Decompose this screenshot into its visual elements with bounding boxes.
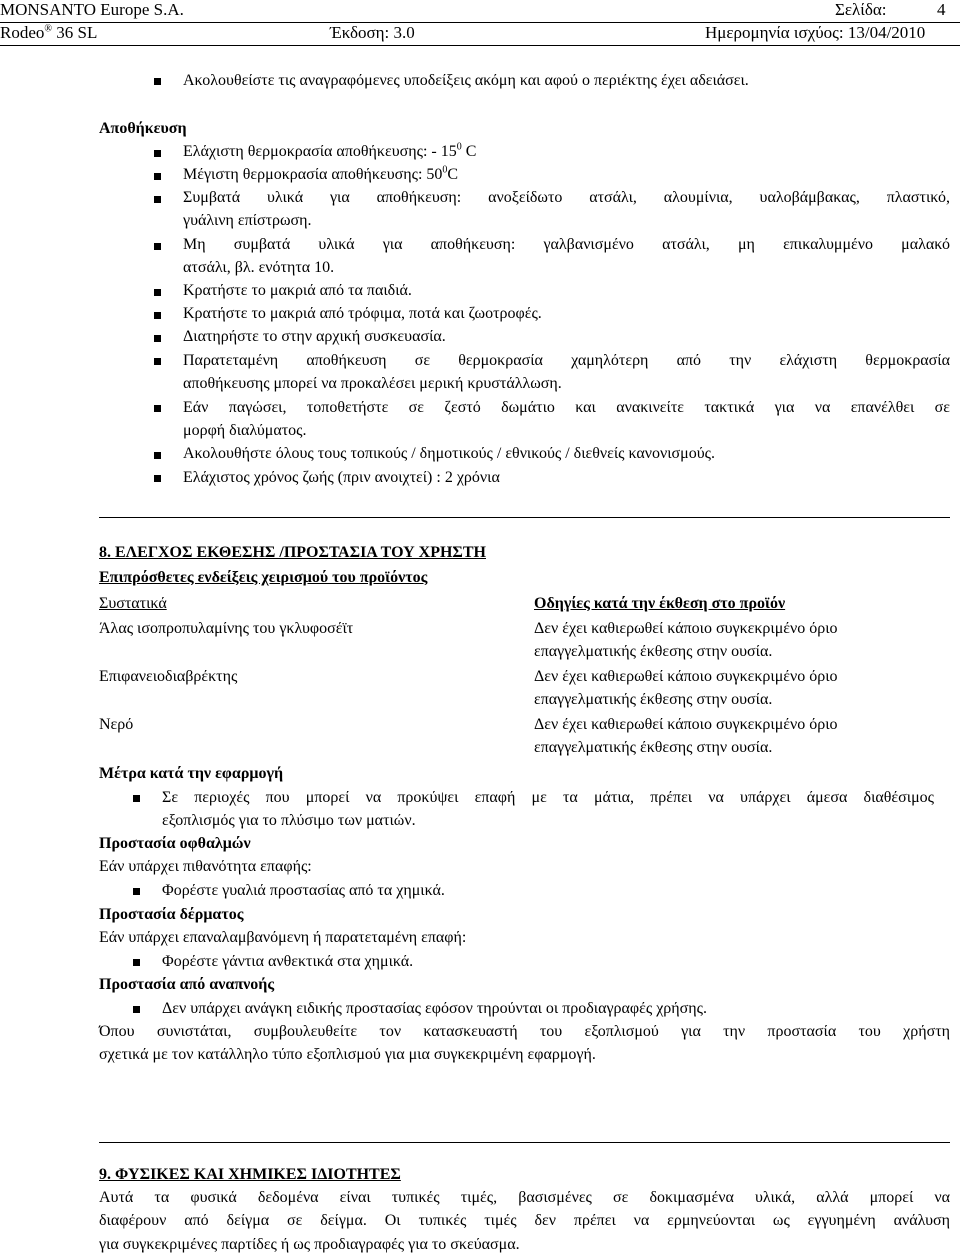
respiratory-protection-heading: Προστασία από αναπνοής bbox=[99, 976, 275, 993]
bullet-icon bbox=[154, 452, 161, 459]
bullet-icon bbox=[133, 888, 140, 895]
frozen-line1: Εάν παγώσει, τοποθετήστε σε ζεστό δωμάτιο και ανακινείτε τακτικά για να επανέλθει σε bbox=[183, 399, 950, 416]
table-row-guidance: Δεν έχει καθιερωθεί κάποιο συγκεκριμένο όριο bbox=[534, 668, 838, 685]
keep-from-children: Κρατήστε το μακριά από τα παιδιά. bbox=[183, 282, 412, 299]
bullet-icon bbox=[154, 312, 161, 319]
company-name: MONSANTO Europe S.A. bbox=[0, 0, 184, 19]
header-divider-bottom bbox=[0, 45, 960, 46]
section-9-heading: 9. ΦΥΣΙΚΕΣ ΚΑΙ ΧΗΜΙΚΕΣ ΙΔΙΟΤΗΤΕΣ bbox=[99, 1166, 401, 1183]
frozen-line2: μορφή διαλύματος. bbox=[183, 422, 307, 439]
effective-date: Ημερομηνία ισχύος: 13/04/2010 bbox=[705, 23, 926, 42]
table-row-component: Άλας ισοπροπυλαμίνης του γκλυφοσέϊτ bbox=[99, 620, 354, 637]
page-label: Σελίδα: bbox=[835, 0, 887, 19]
eye-wash-line2: εξοπλισμός για το πλύσιμο των ματιών. bbox=[162, 812, 416, 829]
max-storage-temp: Μέγιστη θερμοκρασία αποθήκευσης: $50^0C$ bbox=[183, 164, 459, 183]
bullet-icon bbox=[154, 475, 161, 482]
empty-container-note: Ακολουθείστε τις αναγραφόμενες υποδείξεις ακόμη και αφού ο περιέκτης έχει αδειάσει. bbox=[183, 72, 749, 89]
bullet-icon bbox=[154, 78, 161, 85]
respiratory-note-line1: Όπου συνιστάται, συμβουλευθείτε τον κατασκευαστή του εξοπλισμού για την προστασία του χρήστη bbox=[99, 1023, 950, 1040]
table-row-guidance: Δεν έχει καθιερωθεί κάποιο συγκεκριμένο όριο bbox=[534, 716, 838, 733]
bullet-icon bbox=[154, 335, 161, 342]
bullet-icon bbox=[154, 196, 161, 203]
compatible-materials-line1: Συμβατά υλικά για αποθήκευση: ανοξείδωτο ατσάλι, αλουμίνια, υαλοβάμβακας, πλαστικό, bbox=[183, 189, 950, 206]
section-9-text-line1: Αυτά τα φυσικά δεδομένα είναι τυπικές τιμές, βασισμένες σε δοκιμασμένα υλικά, αλλά μπορεί να bbox=[99, 1189, 950, 1206]
table-row-component: Νερό bbox=[99, 716, 134, 733]
skin-protection-instruction: Φορέστε γάντια ανθεκτικά στα χημικά. bbox=[162, 953, 414, 970]
skin-protection-heading: Προστασία δέρματος bbox=[99, 906, 244, 923]
bullet-icon bbox=[154, 358, 161, 365]
bullet-icon bbox=[154, 289, 161, 296]
respiratory-note-line2: σχετικά με τον κατάλληλο τύπο εξοπλισμού για μια συγκεκριμένη εφαρμογή. bbox=[99, 1046, 596, 1063]
registered-mark: ® bbox=[44, 23, 52, 35]
respiratory-protection-instruction: Δεν υπάρχει ανάγκη ειδικής προστασίας εφόσον τηρούνται οι προδιαγραφές χρήσης. bbox=[162, 1000, 707, 1017]
product-label: Rodeo bbox=[0, 23, 45, 42]
skin-protection-condition: Εάν υπάρχει επαναλαμβανόμενη ή παρατεταμένη επαφή: bbox=[99, 929, 467, 946]
table-header-component: Συστατικά bbox=[99, 595, 167, 612]
version: Έκδοση: 3.0 bbox=[330, 23, 415, 42]
table-row-guidance: Δεν έχει καθιερωθεί κάποιο συγκεκριμένο όριο bbox=[534, 620, 838, 637]
table-row-component: Επιφανειοδιαβρέκτης bbox=[99, 668, 238, 685]
section-8-subheading: Επιπρόσθετες ενδείξεις χειρισμού του προϊόντος bbox=[99, 569, 428, 586]
bullet-icon bbox=[154, 405, 161, 412]
bullet-icon bbox=[133, 795, 140, 802]
regulations-note: Ακολουθήστε όλους τους τοπικούς / δημοτικούς / εθνικούς / διεθνείς κανονισμούς. bbox=[183, 445, 716, 462]
eye-protection-heading: Προστασία οφθαλμών bbox=[99, 835, 251, 852]
section-9-text-line3: για συγκεκριμένες παρτίδες ή ως προδιαγραφές για το σκεύασμα. bbox=[99, 1236, 520, 1253]
keep-from-food: Κρατήστε το μακριά από τρόφιμα, ποτά και ζωοτροφές. bbox=[183, 305, 542, 322]
compatible-materials-line2: γυάλινη επίστρωση. bbox=[183, 212, 312, 229]
bullet-icon bbox=[133, 959, 140, 966]
section-8-heading: 8. ΕΛΕΓΧΟΣ ΕΚΘΕΣΗΣ /ΠΡΟΣΤΑΣΙΑ ΤΟΥ ΧΡΗΣΤΗ bbox=[99, 544, 486, 561]
incompatible-materials-line2: ατσάλι, βλ. ενότητα 10. bbox=[183, 259, 335, 276]
product-suffix: 36 SL bbox=[56, 23, 98, 42]
bullet-icon bbox=[154, 173, 161, 180]
prolonged-storage-line1: Παρατεταμένη αποθήκευση σε θερμοκρασία χαμηλότερη από την ελάχιστη θερμοκρασία bbox=[183, 352, 950, 369]
eye-protection-condition: Εάν υπάρχει πιθανότητα επαφής: bbox=[99, 858, 312, 875]
eye-wash-line1: Σε περιοχές που μπορεί να προκύψει επαφή με τα μάτια, πρέπει να υπάρχει άμεσα διαθέσιμος bbox=[162, 789, 934, 806]
application-measures-heading: Μέτρα κατά την εφαρμογή bbox=[99, 765, 284, 782]
section-9-text-line2: διαφέρουν από δείγμα σε δείγμα. Οι τυπικές τιμές δεν πρέπει να ερμηνεύονται ως εγγυημένη ανάλυση bbox=[99, 1212, 950, 1229]
section-divider bbox=[99, 1142, 950, 1143]
eye-protection-instruction: Φορέστε γυαλιά προστασίας από τα χημικά. bbox=[162, 882, 445, 899]
min-storage-temp: Ελάχιστη θερμοκρασία αποθήκευσης: - $15^0$ C bbox=[183, 141, 477, 160]
table-header-guidance: Οδηγίες κατά την έκθεση στο προϊόν bbox=[534, 595, 786, 612]
table-row-guidance-cont: επαγγελματικής έκθεσης στην ουσία. bbox=[534, 739, 773, 756]
bullet-icon bbox=[154, 243, 161, 250]
incompatible-materials-line1: Μη συμβατά υλικά για αποθήκευση: γαλβανισμένο ατσάλι, μη επικαλυμμένο μαλακό bbox=[183, 236, 950, 253]
prolonged-storage-line2: αποθήκευσης μπορεί να προκαλέσει μερική κρυστάλλωση. bbox=[183, 375, 562, 392]
bullet-icon bbox=[133, 1006, 140, 1013]
keep-original-package: Διατηρήστε το στην αρχική συσκευασία. bbox=[183, 328, 446, 345]
table-row-guidance-cont: επαγγελματικής έκθεσης στην ουσία. bbox=[534, 643, 773, 660]
bullet-icon bbox=[154, 150, 161, 157]
product-name bbox=[0, 23, 97, 43]
table-row-guidance-cont: επαγγελματικής έκθεσης στην ουσία. bbox=[534, 691, 773, 708]
page-number: 4 bbox=[937, 0, 946, 19]
shelf-life: Ελάχιστος χρόνος ζωής (πριν ανοιχτεί) : 2 χρόνια bbox=[183, 469, 500, 486]
storage-heading: Αποθήκευση bbox=[99, 120, 187, 137]
section-divider bbox=[99, 517, 950, 518]
